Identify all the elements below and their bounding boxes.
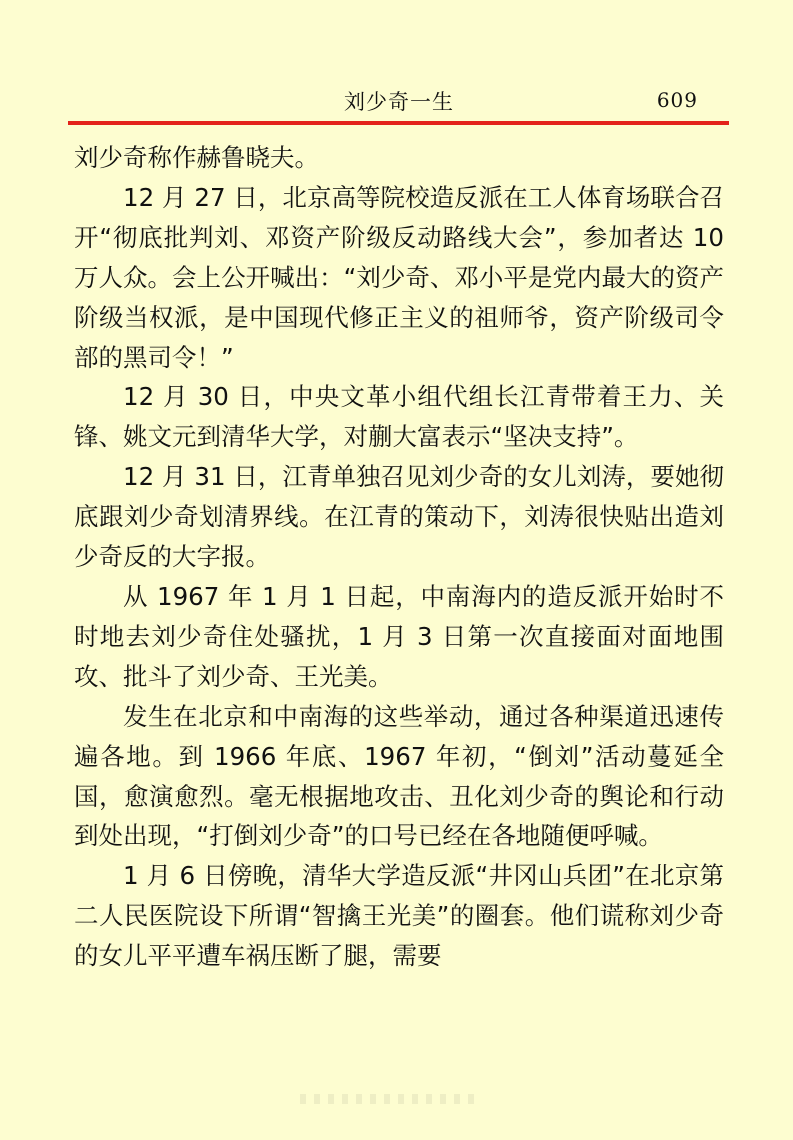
paragraph-continuation: 刘少奇称作赫鲁晓夫。 xyxy=(74,143,319,172)
paragraph-dec-31: 12 月 31 日，江青单独召见刘少奇的女儿刘涛，要她彻底跟刘少奇划清界线。在江青的策动下，刘涛很快贴出造刘少奇反的大字报。 xyxy=(74,462,724,572)
header-rule xyxy=(68,121,729,125)
paragraph-jan-1: 从 1967 年 1 月 1 日起，中南海内的造反派开始时不时地去刘少奇住处骚扰，1 月 3 日第一次直接面对面地围攻、批斗了刘少奇、王光美。 xyxy=(74,581,724,691)
page-header xyxy=(70,82,728,122)
body-text xyxy=(74,138,724,976)
paragraph-spread: 发生在北京和中南海的这些举动，通过各种渠道迅速传遍各地。到 1966 年底、1967 年初，“倒刘”活动蔓延全国，愈演愈烈。毫无根据地攻击、丑化刘少奇的舆论和行动到处出现，“打倒刘少奇”的口号已经在各地随便呼喊。 xyxy=(74,701,724,851)
paragraph-jan-6: 1 月 6 日傍晚，清华大学造反派“井冈山兵团”在北京第二人民医院设下所谓“智擒王光美”的圈套。他们谎称刘少奇的女儿平平遭车祸压断了腿，需要 xyxy=(74,861,724,971)
page-number: 609 xyxy=(656,88,698,112)
paragraph-dec-27: 12 月 27 日，北京高等院校造反派在工人体育场联合召开“彻底批判刘、邓资产阶级反动路线大会”，参加者达 10 万人众。会上公开喊出：“刘少奇、邓小平是党内最大的资产阶级当权派，是中国现代修正主义的祖师爷，资产阶级司令部的黑司令！” xyxy=(74,182,724,372)
running-title: 刘少奇一生 xyxy=(344,90,454,114)
scan-smudge xyxy=(300,1094,480,1104)
paragraph-dec-30: 12 月 30 日，中央文革小组代组长江青带着王力、关锋、姚文元到清华大学，对蒯大富表示“坚决支持”。 xyxy=(74,382,724,452)
